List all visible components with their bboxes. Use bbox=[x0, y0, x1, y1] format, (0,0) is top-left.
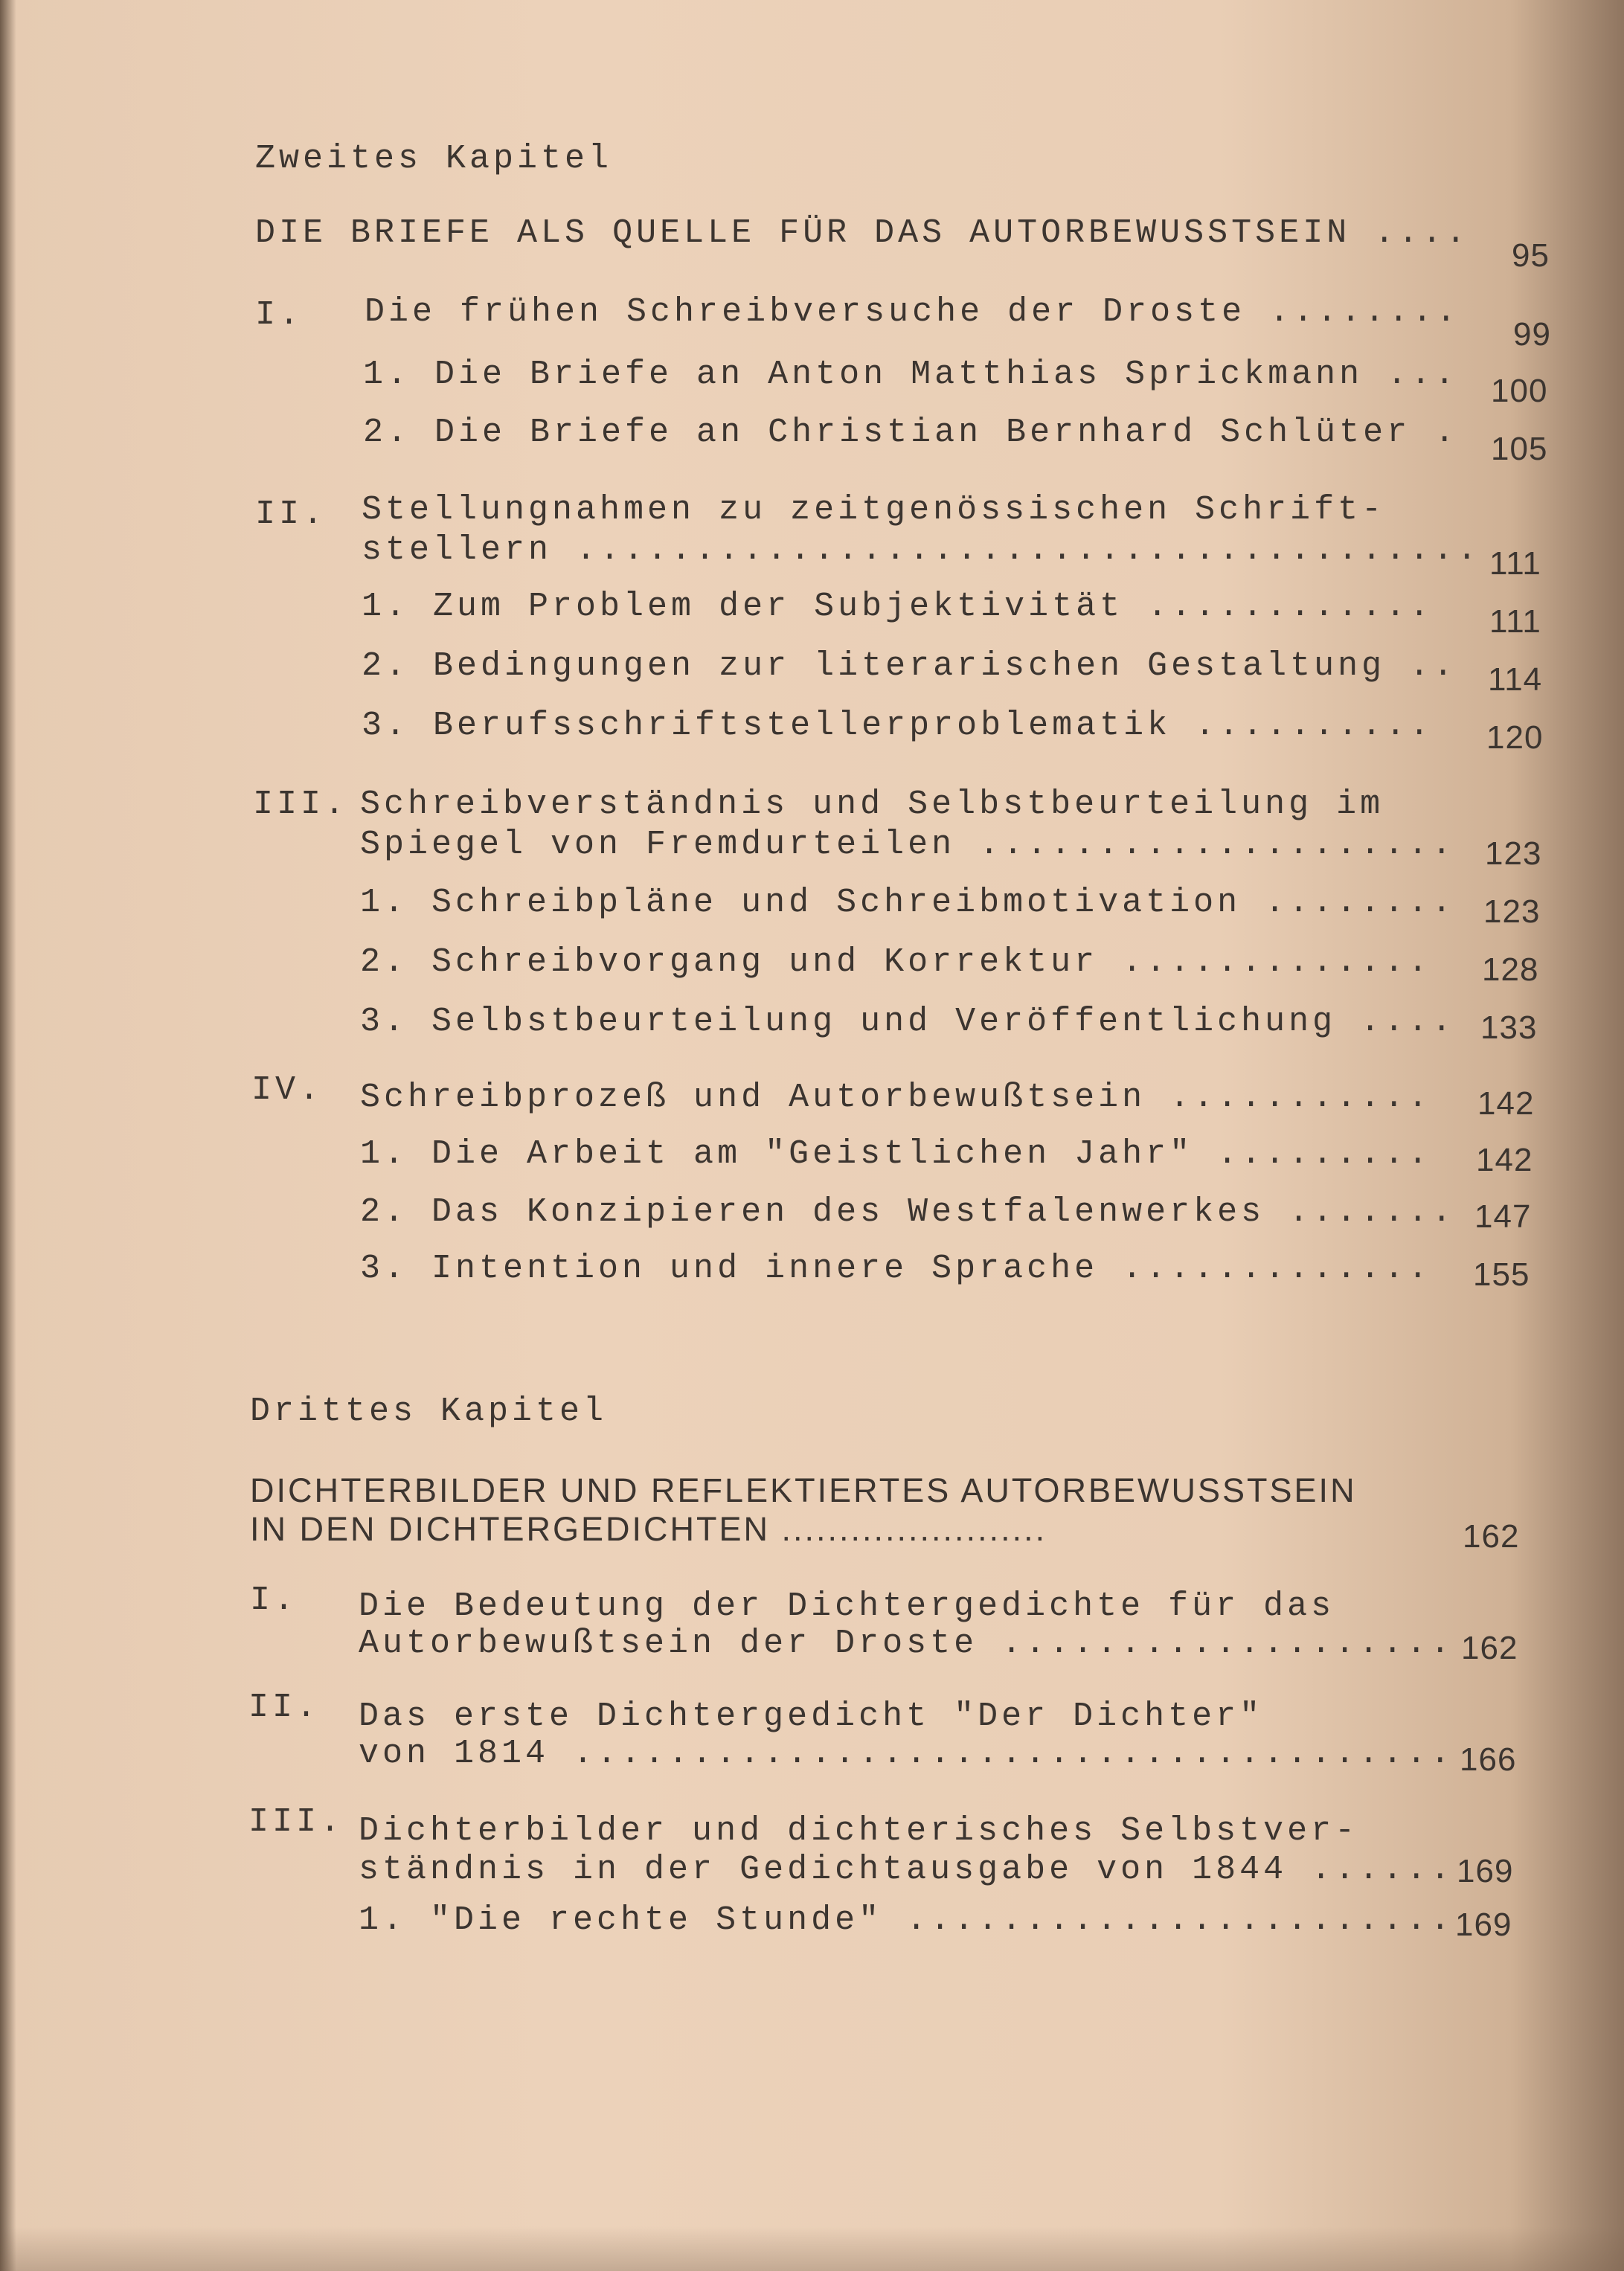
section-title-continued: stellern ...................................... bbox=[362, 531, 1481, 569]
subsection-entry: 2. Schreibvorgang und Korrektur ............. bbox=[360, 943, 1432, 981]
chapter-title: DICHTERBILDER UND REFLEKTIERTES AUTORBEWUSSTSEIN bbox=[250, 1471, 1357, 1509]
section-number: II. bbox=[248, 1689, 321, 1726]
section-title: Schreibprozeß und Autorbewußtsein ........... bbox=[360, 1079, 1432, 1117]
page-number: 142 bbox=[1476, 1142, 1533, 1178]
section-title: Die frühen Schreibversuche der Droste ........ bbox=[365, 293, 1460, 331]
section-title: Schreibverständnis und Selbstbeurteilung im bbox=[360, 786, 1384, 823]
subsection-entry: 1. Die Arbeit am "Geistlichen Jahr" ......... bbox=[360, 1135, 1432, 1173]
page-number: 133 bbox=[1480, 1009, 1538, 1046]
subsection-entry: 2. Das Konzipieren des Westfalenwerkes ....... bbox=[360, 1193, 1456, 1231]
page-number: 95 bbox=[1512, 237, 1550, 274]
page-number: 111 bbox=[1489, 603, 1541, 640]
section-number: III. bbox=[253, 786, 349, 823]
subsection-entry: 3. Berufsschriftstellerproblematik .......... bbox=[362, 707, 1434, 745]
page-number: 100 bbox=[1491, 373, 1548, 409]
chapter-label: Zweites Kapitel bbox=[255, 140, 613, 178]
section-title-continued: Spiegel von Fremdurteilen .................... bbox=[360, 826, 1456, 864]
subsection-entry: 3. Selbstbeurteilung und Veröffentlichung .... bbox=[360, 1003, 1456, 1041]
page-number: 162 bbox=[1461, 1630, 1518, 1666]
page-number: 105 bbox=[1491, 431, 1548, 467]
section-number: I. bbox=[250, 1581, 298, 1619]
section-title: Das erste Dichtergedicht "Der Dichter" bbox=[359, 1697, 1264, 1735]
page-number: 147 bbox=[1474, 1198, 1532, 1235]
page-number: 128 bbox=[1482, 951, 1539, 988]
section-number: II. bbox=[255, 495, 327, 533]
page-number: 162 bbox=[1463, 1518, 1520, 1555]
page-number: 111 bbox=[1489, 545, 1541, 582]
chapter-title-continued: IN DEN DICHTERGEDICHTEN ....................... bbox=[250, 1510, 1047, 1548]
section-title-continued: Autorbewußtsein der Droste ................... bbox=[359, 1625, 1454, 1663]
chapter-label: Drittes Kapitel bbox=[250, 1393, 608, 1430]
subsection-entry: 1. Die Briefe an Anton Matthias Sprickmann ... bbox=[363, 356, 1459, 394]
page-number: 142 bbox=[1477, 1085, 1535, 1122]
section-title-continued: von 1814 ..................................... bbox=[359, 1735, 1454, 1773]
page-number: 99 bbox=[1513, 316, 1551, 353]
subsection-entry: 1. "Die rechte Stunde" ....................... bbox=[359, 1901, 1454, 1939]
section-number: III. bbox=[248, 1803, 344, 1841]
chapter-title: DIE BRIEFE ALS QUELLE FÜR DAS AUTORBEWUSSTSEIN .... bbox=[255, 214, 1470, 252]
section-title: Die Bedeutung der Dichtergedichte für das bbox=[359, 1587, 1335, 1625]
page-number: 169 bbox=[1455, 1907, 1512, 1943]
page-number: 120 bbox=[1486, 719, 1544, 756]
page-number: 166 bbox=[1460, 1741, 1517, 1778]
subsection-entry: 2. Bedingungen zur literarischen Gestaltung .. bbox=[362, 647, 1457, 685]
page-number: 155 bbox=[1473, 1256, 1530, 1293]
page-number: 123 bbox=[1483, 893, 1541, 930]
section-number: I. bbox=[255, 296, 304, 334]
subsection-entry: 1. Schreibpläne und Schreibmotivation ........ bbox=[360, 884, 1456, 922]
section-title-continued: ständnis in der Gedichtausgabe von 1844 ...... bbox=[359, 1851, 1454, 1889]
section-number: IV. bbox=[251, 1071, 324, 1109]
section-title: Dichterbilder und dichterisches Selbstver- bbox=[359, 1812, 1359, 1850]
subsection-entry: 2. Die Briefe an Christian Bernhard Schlüter . bbox=[363, 414, 1459, 452]
subsection-entry: 3. Intention und innere Sprache ............. bbox=[360, 1250, 1432, 1288]
section-title: Stellungnahmen zu zeitgenössischen Schrift- bbox=[362, 491, 1386, 529]
page-number: 123 bbox=[1485, 835, 1542, 872]
page-number: 114 bbox=[1488, 661, 1543, 698]
page-number: 169 bbox=[1457, 1853, 1514, 1889]
subsection-entry: 1. Zum Problem der Subjektivität ............ bbox=[362, 588, 1434, 626]
